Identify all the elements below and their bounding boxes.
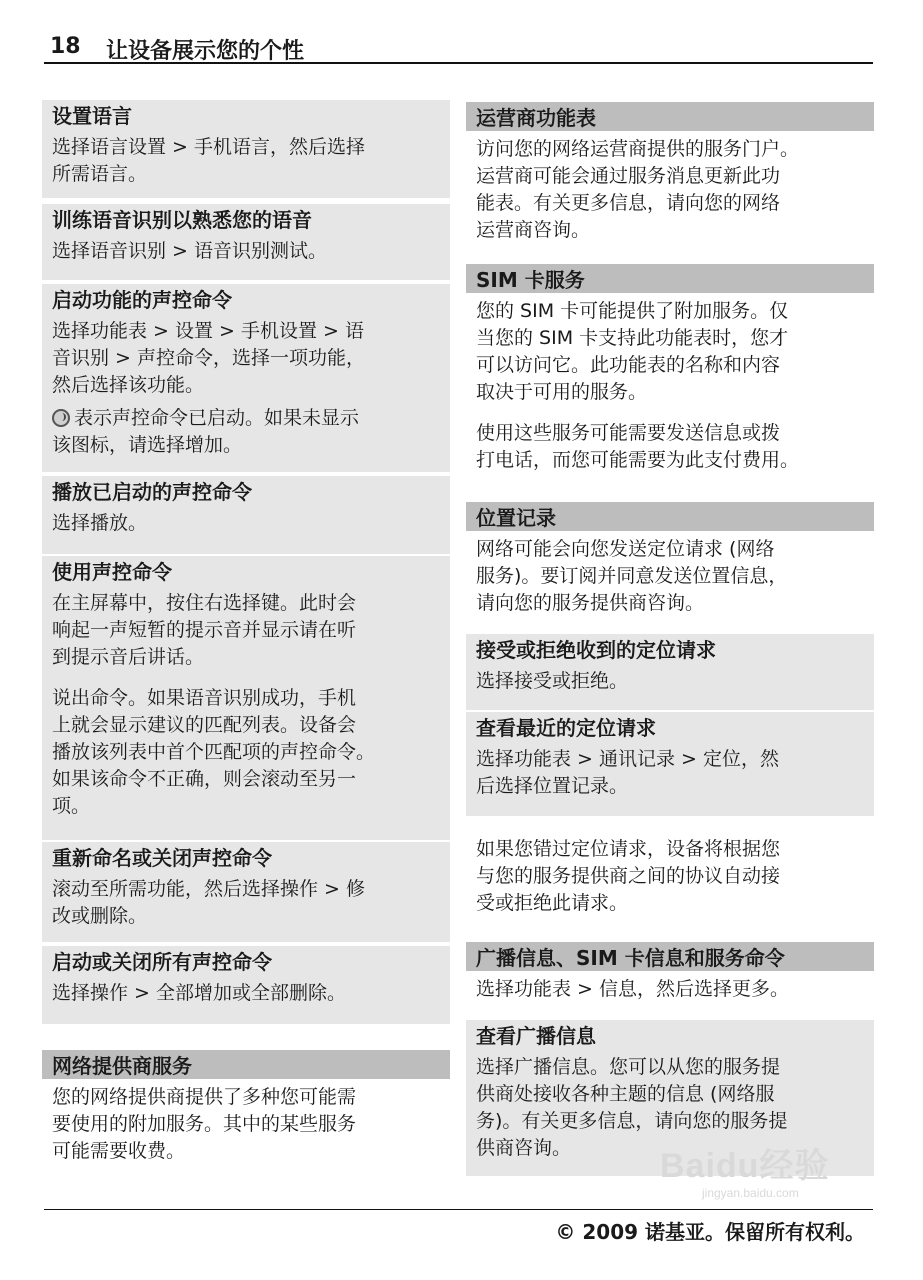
section-position-log	[466, 502, 874, 622]
section-body-2: 说出命令。如果语音识别成功，手机 上就会显示建议的匹配列表。设备会 播放该列表中首个匹配项的声控命令。 如果该命令不正确，则会滚动至另一 项。	[52, 687, 376, 817]
section-title: 训练语音识别以熟悉您的语音	[52, 208, 312, 232]
voice-command-icon	[52, 409, 70, 427]
section-body: 访问您的网络运营商提供的服务门户。 运营商可能会通过服务消息更新此功 能表。有关更多信息，请向您的网络 运营商咨询。	[476, 138, 800, 241]
page-number: 18	[50, 34, 81, 59]
section-body: 选择广播信息。您可以从您的服务提 供商处接收各种主题的信息 (网络服 务)。有关更多信息，请向您的服务提 供商咨询。	[476, 1056, 788, 1159]
section-body-2: 使用这些服务可能需要发送信息或拨 打电话，而您可能需要为此支付费用。	[476, 422, 800, 471]
section-use-voice-commands	[42, 556, 450, 840]
section-title: 使用声控命令	[52, 560, 172, 584]
section-recent-requests	[466, 712, 874, 816]
section-title: 查看最近的定位请求	[476, 716, 656, 740]
footer-copyright: © 2009 诺基亚。保留所有权利。	[555, 1220, 865, 1244]
section-body: 您的网络提供商提供了多种您可能需 要使用的附加服务。其中的某些服务 可能需要收费。	[52, 1086, 357, 1162]
section-enable-voice-commands	[42, 284, 450, 472]
section-body: 选择功能表 > 设置 > 手机设置 > 语 音识别 > 声控命令，选择一项功能， 然后选择该功能。	[52, 320, 365, 396]
section-network-provider-services	[42, 1050, 450, 1170]
section-body: 选择语言设置 > 手机语言，然后选择 所需语言。	[52, 136, 365, 185]
section-body: 选择功能表 > 信息，然后选择更多。	[476, 978, 789, 1000]
section-title: 网络提供商服务	[42, 1050, 450, 1079]
section-body: 选择操作 > 全部增加或全部删除。	[52, 982, 346, 1004]
section-title: 播放已启动的声控命令	[52, 480, 252, 504]
section-body: 网络可能会向您发送定位请求 (网络 服务)。要订阅并同意发送位置信息， 请向您的服务提供商咨询。	[476, 538, 788, 614]
section-title: 查看广播信息	[476, 1024, 596, 1048]
footer-divider	[44, 1209, 873, 1210]
section-title: 设置语言	[52, 104, 132, 128]
section-operator-menu	[466, 102, 874, 250]
section-missed-request-note	[466, 828, 874, 928]
section-body: 选择接受或拒绝。	[476, 670, 629, 692]
section-body: 选择语音识别 > 语音识别测试。	[52, 240, 327, 262]
chapter-title: 让设备展示您的个性	[106, 39, 305, 64]
section-title: 启动或关闭所有声控命令	[52, 950, 272, 974]
section-play-voice-commands	[42, 476, 450, 554]
section-body: 在主屏幕中，按住右选择键。此时会 响起一声短暂的提示音并显示请在听 到提示音后讲话。	[52, 592, 357, 668]
section-rename-voice-commands	[42, 842, 450, 942]
section-body: 选择功能表 > 通讯记录 > 定位，然 后选择位置记录。	[476, 748, 779, 797]
section-title: 接受或拒绝收到的定位请求	[476, 638, 716, 662]
section-sim-services	[466, 264, 874, 486]
section-title: 运营商功能表	[466, 102, 874, 131]
section-body: 选择播放。	[52, 512, 148, 534]
section-toggle-all-voice-commands	[42, 946, 450, 1024]
section-title: 启动功能的声控命令	[52, 288, 232, 312]
section-title: 广播信息、SIM 卡信息和服务命令	[466, 942, 874, 971]
section-broadcast-messages	[466, 942, 874, 1012]
watermark-logo: Baidu经验	[660, 1147, 830, 1185]
section-title: 重新命名或关闭声控命令	[52, 846, 272, 870]
section-set-language	[42, 100, 450, 198]
section-title: SIM 卡服务	[466, 264, 874, 293]
voice-command-note	[42, 399, 450, 459]
section-voice-training	[42, 204, 450, 280]
page-header	[44, 32, 873, 64]
section-accept-reject-requests	[466, 634, 874, 710]
section-body: 您的 SIM 卡可能提供了附加服务。仅 当您的 SIM 卡支持此功能表时，您才 可以访问它。此功能表的名称和内容 取决于可用的服务。	[476, 300, 789, 403]
section-body: 如果您错过定位请求，设备将根据您 与您的服务提供商之间的协议自动接 受或拒绝此请求。	[476, 838, 781, 914]
note-text: 表示声控命令已启动。如果未显示 该图标，请选择增加。	[52, 407, 360, 456]
watermark-url: jingyan.baidu.com	[702, 1186, 799, 1200]
section-title: 位置记录	[466, 502, 874, 531]
section-body: 滚动至所需功能，然后选择操作 > 修 改或删除。	[52, 878, 365, 927]
